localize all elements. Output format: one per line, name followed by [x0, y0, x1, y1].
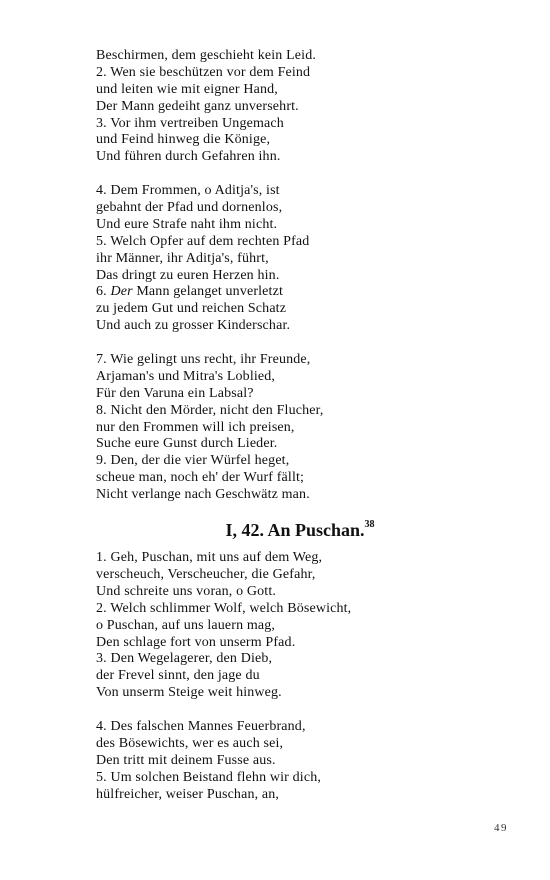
verse-line: Für den Varuna ein Labsal?	[96, 385, 254, 401]
verse-line: Das dringt zu euren Herzen hin.	[96, 267, 280, 283]
verse-line: Und eure Strafe naht ihm nicht.	[96, 216, 278, 232]
verse-line: und Feind hinweg die Könige,	[96, 132, 271, 148]
verse-line: zu jedem Gut und reichen Schatz	[96, 301, 287, 317]
verse-line: 5. Um solchen Beistand flehn wir dich,	[96, 769, 321, 785]
verse-line: 7. Wie gelingt uns recht, ihr Freunde,	[96, 352, 311, 368]
footnote-marker[interactable]: 38	[364, 519, 375, 531]
verse-line: Und auch zu grosser Kinderschar.	[96, 318, 291, 334]
page-number: 49	[494, 822, 508, 834]
stanza-block-4	[96, 550, 516, 702]
verse-line: hülfreicher, weiser Puschan, an,	[96, 786, 280, 802]
stanza-gap	[96, 702, 516, 719]
verse-suffix: Mann gelanget unverletzt	[132, 284, 283, 300]
stanza-block-3	[96, 352, 516, 504]
verse-line: Nicht verlange nach Geschwätz man.	[96, 487, 310, 503]
verse-line: verscheuch, Verscheucher, die Gefahr,	[96, 566, 316, 582]
verse-line: des Bösewichts, wer es auch sei,	[96, 735, 284, 751]
verse-line: Von unserm Steige weit hinweg.	[96, 685, 282, 701]
verse-line: 5. Welch Opfer auf dem rechten Pfad	[96, 233, 310, 249]
verse-line: o Puschan, auf uns lauern mag,	[96, 617, 276, 633]
verse-line	[96, 284, 516, 301]
verse-line: Beschirmen, dem geschieht kein Leid.	[96, 48, 317, 63]
verse-line: scheue man, noch eh' der Wurf fällt;	[96, 470, 305, 486]
verse-line: Arjaman's und Mitra's Loblied,	[96, 368, 276, 384]
verse-line: Den schlage fort von unserm Pfad.	[96, 634, 296, 650]
verse-line: 2. Wen sie beschützen vor dem Feind	[96, 64, 311, 80]
verse-line: 1. Geh, Puschan, mit uns auf dem Weg,	[96, 550, 323, 566]
verse-line: und leiten wie mit eigner Hand,	[96, 81, 278, 97]
verse-line: 9. Den, der die vier Würfel heget,	[96, 453, 290, 469]
verse-line: 4. Dem Frommen, o Aditja's, ist	[96, 183, 280, 199]
verse-line: 8. Nicht den Mörder, nicht den Flucher,	[96, 402, 324, 418]
stanza-gap	[96, 166, 516, 183]
verse-line: Suche eure Gunst durch Lieder.	[96, 436, 278, 452]
stanza-block-1	[96, 48, 516, 166]
stanza-gap	[96, 335, 516, 352]
verse-line: 2. Welch schlimmer Wolf, welch Bösewicht,	[96, 600, 352, 616]
stanza-block-2	[96, 183, 516, 335]
verse-prefix: 6.	[96, 284, 111, 300]
verse-line: ihr Männer, ihr Aditja's, führt,	[96, 250, 269, 266]
verse-line: Den tritt mit deinem Fusse aus.	[96, 752, 276, 768]
heading-title: I, 42. An Puschan.	[225, 520, 365, 541]
verse-line: Der Mann gedeiht ganz unversehrt.	[96, 98, 299, 114]
verse-line: gebahnt der Pfad und dornenlos,	[96, 200, 283, 216]
section-heading	[90, 516, 510, 541]
italic-emphasis: Der	[110, 284, 133, 300]
verse-line: der Frevel sinnt, den jage du	[96, 668, 260, 684]
verse-line: 3. Den Wegelagerer, den Dieb,	[96, 651, 273, 667]
verse-line: nur den Frommen will ich preisen,	[96, 419, 295, 435]
text-column	[96, 48, 516, 803]
stanza-block-5	[96, 719, 516, 803]
verse-line: 3. Vor ihm vertreiben Ungemach	[96, 115, 284, 131]
verse-line: Und führen durch Gefahren ihn.	[96, 149, 281, 165]
verse-line: Und schreite uns voran, o Gott.	[96, 583, 277, 599]
verse-line: 4. Des falschen Mannes Feuerbrand,	[96, 718, 306, 734]
